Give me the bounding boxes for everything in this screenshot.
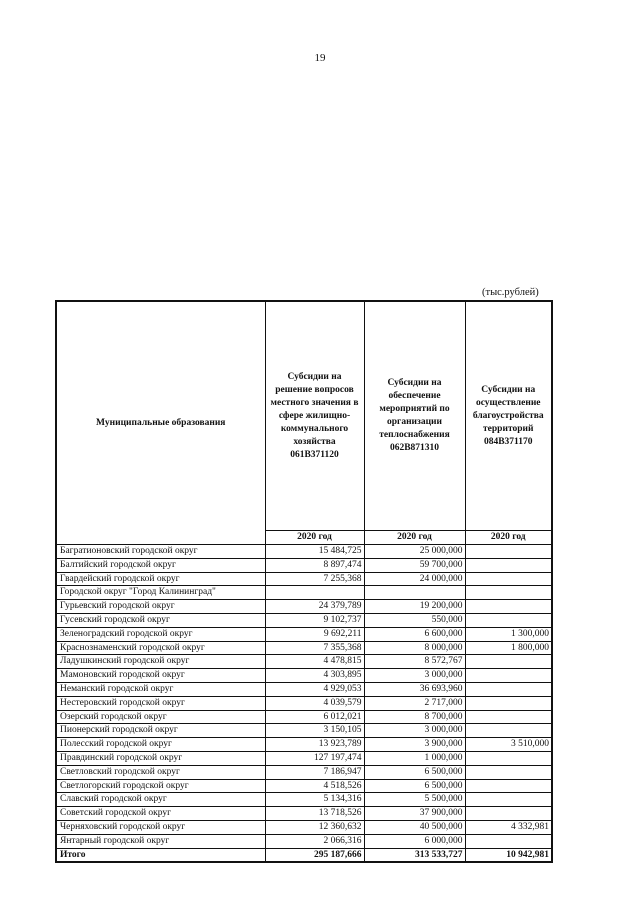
page-number: 19 [314,52,326,64]
heating-value: 8 700,000 [364,710,465,724]
municipality-cell: Полесский городской округ [56,738,265,752]
municipality-cell: Гусевский городской округ [56,613,265,627]
housing-value: 127 197,474 [265,751,364,765]
housing-value: 13 923,789 [265,738,364,752]
table-row [56,545,552,559]
housing-value: 6 012,021 [265,710,364,724]
table-row [56,600,552,614]
municipality-cell: Неманский городской округ [56,682,265,696]
landscaping-value [465,807,552,821]
total-landscaping: 10 942,981 [465,848,552,862]
heating-value: 1 000,000 [364,751,465,765]
table-row [56,820,552,834]
header-municipality: Муниципальные образования [56,301,265,545]
header-heating-subsidy: Субсидии на обеспечение мероприятий по организации теплоснабжения 062B871310 [364,301,465,531]
heating-value: 6 600,000 [364,627,465,641]
housing-value: 7 186,947 [265,765,364,779]
table-row [56,793,552,807]
header-row [56,301,552,531]
landscaping-value: 1 300,000 [465,627,552,641]
year-cell: 2020 год [465,531,552,545]
heating-value: 24 000,000 [364,572,465,586]
landscaping-value [465,779,552,793]
total-housing: 295 187,666 [265,848,364,862]
municipality-cell: Черняховский городской округ [56,820,265,834]
heating-value: 3 900,000 [364,738,465,752]
heating-value: 36 693,960 [364,682,465,696]
landscaping-value [465,834,552,848]
housing-value: 7 255,368 [265,572,364,586]
table-row [56,834,552,848]
total-heating: 313 533,727 [364,848,465,862]
units-label: (тыс.рублей) [482,287,539,298]
housing-value [265,586,364,600]
housing-value: 15 484,725 [265,545,364,559]
housing-value: 5 134,316 [265,793,364,807]
housing-value: 24 379,789 [265,600,364,614]
housing-value: 4 303,895 [265,669,364,683]
landscaping-value [465,558,552,572]
landscaping-value [465,765,552,779]
heating-value: 550,000 [364,613,465,627]
housing-value: 4 929,053 [265,682,364,696]
table-row [56,738,552,752]
heating-value: 6 000,000 [364,834,465,848]
municipality-cell: Зеленоградский городской округ [56,627,265,641]
municipality-cell: Нестеровский городской округ [56,696,265,710]
landscaping-value [465,793,552,807]
table-row [56,807,552,821]
table-row [56,627,552,641]
heating-value: 40 500,000 [364,820,465,834]
heating-value: 3 000,000 [364,724,465,738]
header-housing-subsidy: Субсидии на решение вопросов местного значения в сфере жилищно-коммунального хозяйства 061B371120 [265,301,364,531]
table-row [56,572,552,586]
table-row [56,641,552,655]
landscaping-value [465,696,552,710]
housing-value: 4 518,526 [265,779,364,793]
municipality-cell: Славский городской округ [56,793,265,807]
municipality-cell: Багратионовский городской округ [56,545,265,559]
landscaping-value: 1 800,000 [465,641,552,655]
heating-value: 6 500,000 [364,765,465,779]
heating-value: 3 000,000 [364,669,465,683]
landscaping-value: 4 332,981 [465,820,552,834]
housing-value: 9 692,211 [265,627,364,641]
municipality-cell: Гурьевский городской округ [56,600,265,614]
municipality-cell: Балтийский городской округ [56,558,265,572]
municipality-cell: Озерский городской округ [56,710,265,724]
heating-value: 6 500,000 [364,779,465,793]
municipality-cell: Ладушкинский городской округ [56,655,265,669]
table-row [56,613,552,627]
landscaping-value [465,545,552,559]
heating-value: 2 717,000 [364,696,465,710]
heating-value: 19 200,000 [364,600,465,614]
landscaping-value [465,613,552,627]
table-row [56,765,552,779]
table-row [56,751,552,765]
landscaping-value [465,751,552,765]
landscaping-value [465,724,552,738]
landscaping-value: 3 510,000 [465,738,552,752]
housing-value: 2 066,316 [265,834,364,848]
landscaping-value [465,600,552,614]
municipality-cell: Мамоновский городской округ [56,669,265,683]
table-row [56,779,552,793]
heating-value: 5 500,000 [364,793,465,807]
municipality-cell: Правдинский городской округ [56,751,265,765]
heating-value: 25 000,000 [364,545,465,559]
landscaping-value [465,682,552,696]
housing-value: 9 102,737 [265,613,364,627]
heating-value: 8 000,000 [364,641,465,655]
landscaping-value [465,572,552,586]
municipality-cell: Пионерский городской округ [56,724,265,738]
year-cell: 2020 год [364,531,465,545]
table-row [56,655,552,669]
heating-value: 8 572,767 [364,655,465,669]
municipality-cell: Гвардейский городской округ [56,572,265,586]
municipality-cell: Городской округ "Город Калининград" [56,586,265,600]
heating-value: 37 900,000 [364,807,465,821]
municipality-cell: Краснознаменский городской округ [56,641,265,655]
table-row [56,696,552,710]
housing-value: 8 897,474 [265,558,364,572]
landscaping-value [465,655,552,669]
housing-value: 12 360,632 [265,820,364,834]
municipality-cell: Светлогорский городской округ [56,779,265,793]
table-row [56,669,552,683]
landscaping-value [465,710,552,724]
housing-value: 7 355,368 [265,641,364,655]
table-body [56,545,552,849]
landscaping-value [465,586,552,600]
municipality-cell: Янтарный городской округ [56,834,265,848]
table-row [56,682,552,696]
housing-value: 3 150,105 [265,724,364,738]
heating-value: 59 700,000 [364,558,465,572]
table-row [56,710,552,724]
landscaping-value [465,669,552,683]
subsidy-table [55,300,553,863]
total-label: Итого [56,848,265,862]
municipality-cell: Советский городской округ [56,807,265,821]
housing-value: 4 039,579 [265,696,364,710]
table-row [56,724,552,738]
header-landscaping-subsidy: Субсидии на осуществление благоустройства территорий 084B371170 [465,301,552,531]
total-row [56,848,552,862]
table-row [56,586,552,600]
table-row [56,558,552,572]
housing-value: 4 478,815 [265,655,364,669]
year-cell: 2020 год [265,531,364,545]
heating-value [364,586,465,600]
housing-value: 13 718,526 [265,807,364,821]
municipality-cell: Светловский городской округ [56,765,265,779]
